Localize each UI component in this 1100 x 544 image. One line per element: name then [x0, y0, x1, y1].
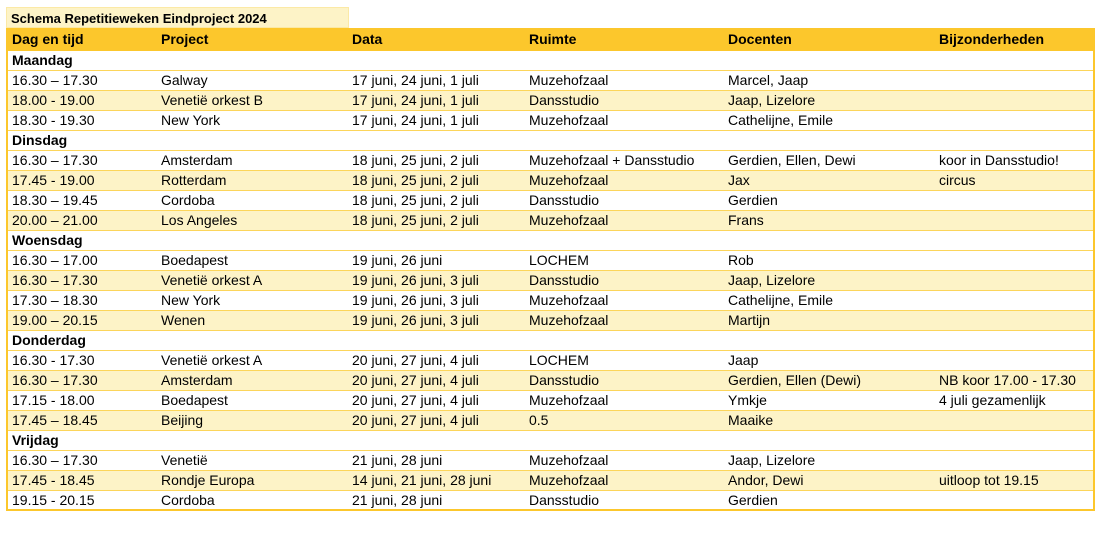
cell-dates: 14 juni, 21 juni, 28 juni	[348, 470, 525, 490]
cell-notes	[935, 110, 1094, 130]
cell-teachers: Jaap, Lizelore	[724, 270, 935, 290]
cell-room: LOCHEM	[525, 350, 724, 370]
table-row	[7, 90, 1094, 110]
table-row	[7, 490, 1094, 510]
cell-room: Muzehofzaal	[525, 70, 724, 90]
table-row	[7, 390, 1094, 410]
table-row	[7, 70, 1094, 90]
cell-project: Venetië orkest A	[157, 350, 348, 370]
cell-project: Beijing	[157, 410, 348, 430]
day-row	[7, 130, 1094, 150]
cell-project: Venetië orkest A	[157, 270, 348, 290]
cell-project: Cordoba	[157, 490, 348, 510]
cell-room: Muzehofzaal	[525, 290, 724, 310]
cell-room: Muzehofzaal	[525, 110, 724, 130]
day-label: Donderdag	[7, 330, 1094, 350]
cell-room: Dansstudio	[525, 190, 724, 210]
cell-time: 19.15 - 20.15	[7, 490, 157, 510]
table-row	[7, 150, 1094, 170]
header-bijzonderheden: Bijzonderheden	[935, 28, 1094, 50]
cell-time: 16.30 – 17.00	[7, 250, 157, 270]
cell-room: Dansstudio	[525, 90, 724, 110]
cell-room: Muzehofzaal	[525, 210, 724, 230]
table-row	[7, 170, 1094, 190]
cell-notes: NB koor 17.00 - 17.30	[935, 370, 1094, 390]
day-label: Dinsdag	[7, 130, 1094, 150]
cell-teachers: Jaap, Lizelore	[724, 90, 935, 110]
cell-time: 18.00 - 19.00	[7, 90, 157, 110]
cell-teachers: Jaap, Lizelore	[724, 450, 935, 470]
cell-dates: 21 juni, 28 juni	[348, 450, 525, 470]
cell-notes	[935, 310, 1094, 330]
cell-room: 0.5	[525, 410, 724, 430]
cell-time: 18.30 - 19.30	[7, 110, 157, 130]
day-row	[7, 230, 1094, 250]
day-row	[7, 330, 1094, 350]
cell-dates: 18 juni, 25 juni, 2 juli	[348, 150, 525, 170]
cell-room: Muzehofzaal	[525, 170, 724, 190]
cell-project: Galway	[157, 70, 348, 90]
cell-teachers: Martijn	[724, 310, 935, 330]
cell-notes: uitloop tot 19.15	[935, 470, 1094, 490]
cell-project: Rondje Europa	[157, 470, 348, 490]
cell-teachers: Maaike	[724, 410, 935, 430]
cell-project: Amsterdam	[157, 370, 348, 390]
cell-notes	[935, 350, 1094, 370]
cell-time: 17.45 - 18.45	[7, 470, 157, 490]
table-row	[7, 370, 1094, 390]
cell-room: LOCHEM	[525, 250, 724, 270]
cell-time: 16.30 – 17.30	[7, 370, 157, 390]
cell-notes	[935, 290, 1094, 310]
cell-project: Cordoba	[157, 190, 348, 210]
cell-dates: 17 juni, 24 juni, 1 juli	[348, 70, 525, 90]
cell-teachers: Rob	[724, 250, 935, 270]
cell-room: Muzehofzaal + Dansstudio	[525, 150, 724, 170]
table-row	[7, 270, 1094, 290]
cell-dates: 17 juni, 24 juni, 1 juli	[348, 90, 525, 110]
schedule-body	[7, 50, 1094, 510]
cell-notes	[935, 410, 1094, 430]
cell-teachers: Gerdien	[724, 190, 935, 210]
cell-dates: 21 juni, 28 juni	[348, 490, 525, 510]
schedule-sheet	[6, 7, 1095, 511]
table-row	[7, 350, 1094, 370]
cell-time: 16.30 – 17.30	[7, 70, 157, 90]
day-row	[7, 50, 1094, 70]
cell-project: Venetië	[157, 450, 348, 470]
table-row	[7, 410, 1094, 430]
cell-time: 17.45 - 19.00	[7, 170, 157, 190]
cell-project: Wenen	[157, 310, 348, 330]
table-row	[7, 290, 1094, 310]
cell-notes: circus	[935, 170, 1094, 190]
cell-dates: 19 juni, 26 juni, 3 juli	[348, 270, 525, 290]
header-docenten: Docenten	[724, 28, 935, 50]
day-label: Maandag	[7, 50, 1094, 70]
cell-dates: 20 juni, 27 juni, 4 juli	[348, 390, 525, 410]
cell-teachers: Jaap	[724, 350, 935, 370]
cell-teachers: Andor, Dewi	[724, 470, 935, 490]
cell-project: Rotterdam	[157, 170, 348, 190]
cell-room: Muzehofzaal	[525, 470, 724, 490]
schedule-table	[6, 28, 1095, 511]
cell-project: Los Angeles	[157, 210, 348, 230]
cell-dates: 18 juni, 25 juni, 2 juli	[348, 170, 525, 190]
cell-time: 17.15 - 18.00	[7, 390, 157, 410]
cell-time: 16.30 – 17.30	[7, 450, 157, 470]
cell-project: Amsterdam	[157, 150, 348, 170]
table-row	[7, 210, 1094, 230]
cell-teachers: Jax	[724, 170, 935, 190]
cell-room: Dansstudio	[525, 270, 724, 290]
cell-notes: 4 juli gezamenlijk	[935, 390, 1094, 410]
cell-room: Dansstudio	[525, 370, 724, 390]
cell-dates: 19 juni, 26 juni	[348, 250, 525, 270]
cell-project: Boedapest	[157, 250, 348, 270]
cell-room: Muzehofzaal	[525, 310, 724, 330]
day-label: Woensdag	[7, 230, 1094, 250]
table-row	[7, 450, 1094, 470]
cell-teachers: Gerdien, Ellen (Dewi)	[724, 370, 935, 390]
day-label: Vrijdag	[7, 430, 1094, 450]
cell-time: 16.30 - 17.30	[7, 350, 157, 370]
cell-project: Venetië orkest B	[157, 90, 348, 110]
cell-teachers: Marcel, Jaap	[724, 70, 935, 90]
table-row	[7, 250, 1094, 270]
cell-time: 16.30 – 17.30	[7, 270, 157, 290]
header-dag-en-tijd: Dag en tijd	[7, 28, 157, 50]
cell-time: 17.30 – 18.30	[7, 290, 157, 310]
cell-time: 17.45 – 18.45	[7, 410, 157, 430]
cell-notes	[935, 70, 1094, 90]
table-row	[7, 190, 1094, 210]
cell-time: 19.00 – 20.15	[7, 310, 157, 330]
cell-notes	[935, 90, 1094, 110]
header-data: Data	[348, 28, 525, 50]
cell-room: Dansstudio	[525, 490, 724, 510]
cell-teachers: Frans	[724, 210, 935, 230]
cell-dates: 17 juni, 24 juni, 1 juli	[348, 110, 525, 130]
cell-notes	[935, 250, 1094, 270]
table-row	[7, 310, 1094, 330]
cell-dates: 20 juni, 27 juni, 4 juli	[348, 410, 525, 430]
cell-notes	[935, 210, 1094, 230]
cell-project: Boedapest	[157, 390, 348, 410]
cell-teachers: Cathelijne, Emile	[724, 290, 935, 310]
cell-notes	[935, 450, 1094, 470]
cell-dates: 18 juni, 25 juni, 2 juli	[348, 190, 525, 210]
cell-notes	[935, 490, 1094, 510]
cell-notes	[935, 190, 1094, 210]
sheet-title: Schema Repetitieweken Eindproject 2024	[6, 7, 349, 28]
cell-teachers: Gerdien, Ellen, Dewi	[724, 150, 935, 170]
cell-dates: 20 juni, 27 juni, 4 juli	[348, 350, 525, 370]
header-project: Project	[157, 28, 348, 50]
cell-notes: koor in Dansstudio!	[935, 150, 1094, 170]
cell-time: 20.00 – 21.00	[7, 210, 157, 230]
day-row	[7, 430, 1094, 450]
cell-dates: 18 juni, 25 juni, 2 juli	[348, 210, 525, 230]
cell-project: New York	[157, 110, 348, 130]
cell-room: Muzehofzaal	[525, 450, 724, 470]
cell-room: Muzehofzaal	[525, 390, 724, 410]
cell-time: 16.30 – 17.30	[7, 150, 157, 170]
cell-teachers: Ymkje	[724, 390, 935, 410]
table-row	[7, 110, 1094, 130]
cell-dates: 19 juni, 26 juni, 3 juli	[348, 310, 525, 330]
table-row	[7, 470, 1094, 490]
cell-teachers: Cathelijne, Emile	[724, 110, 935, 130]
header-row	[7, 28, 1094, 50]
cell-dates: 19 juni, 26 juni, 3 juli	[348, 290, 525, 310]
cell-time: 18.30 – 19.45	[7, 190, 157, 210]
header-ruimte: Ruimte	[525, 28, 724, 50]
cell-teachers: Gerdien	[724, 490, 935, 510]
cell-dates: 20 juni, 27 juni, 4 juli	[348, 370, 525, 390]
cell-notes	[935, 270, 1094, 290]
cell-project: New York	[157, 290, 348, 310]
